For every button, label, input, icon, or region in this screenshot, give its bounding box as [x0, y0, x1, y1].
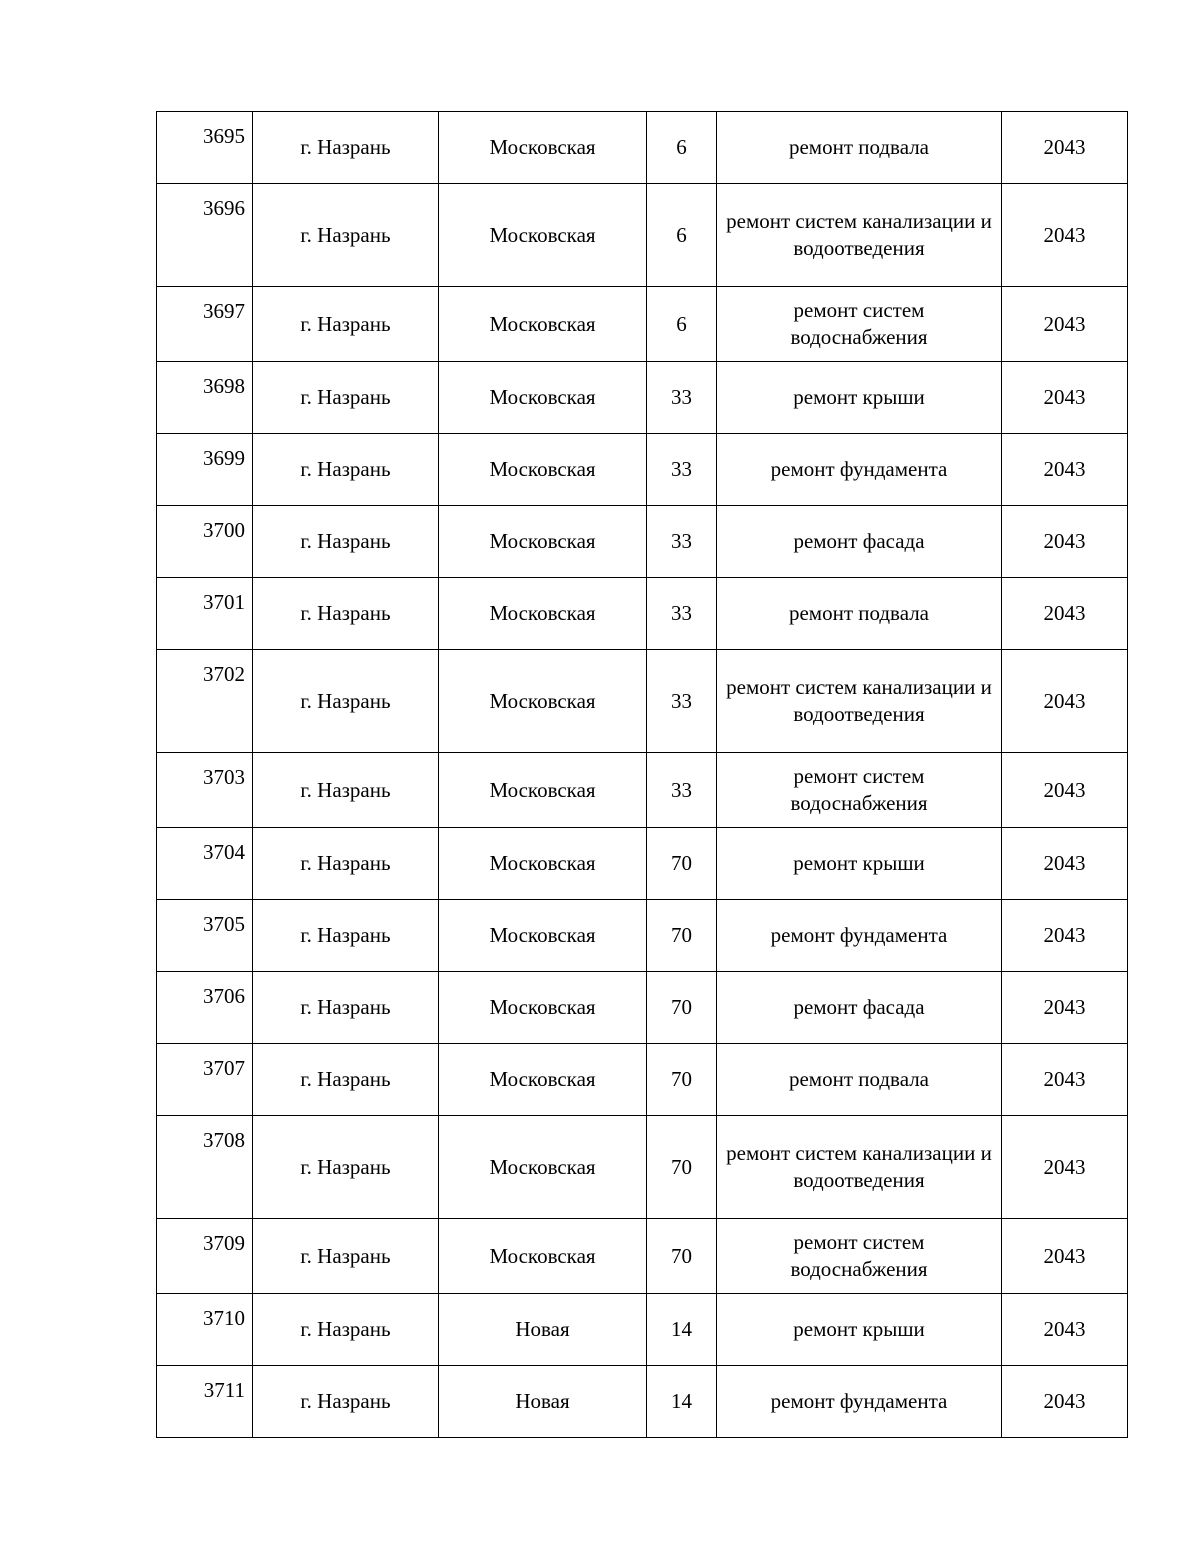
table-row — [157, 1366, 1128, 1438]
street-cell: Московская — [439, 506, 647, 578]
year-cell: 2043 — [1002, 112, 1128, 184]
street-cell: Московская — [439, 112, 647, 184]
table-row — [157, 184, 1128, 287]
street-cell: Московская — [439, 1219, 647, 1294]
work-type-cell: ремонт фасада — [717, 506, 1002, 578]
year-cell: 2043 — [1002, 828, 1128, 900]
city-cell: г. Назрань — [253, 650, 439, 753]
street-cell: Московская — [439, 753, 647, 828]
table-row — [157, 578, 1128, 650]
work-type-cell: ремонт систем водоснабжения — [717, 287, 1002, 362]
table-row — [157, 828, 1128, 900]
year-cell: 2043 — [1002, 578, 1128, 650]
row-number: 3711 — [157, 1366, 253, 1438]
city-cell: г. Назрань — [253, 287, 439, 362]
row-number: 3707 — [157, 1044, 253, 1116]
row-number: 3699 — [157, 434, 253, 506]
year-cell: 2043 — [1002, 1219, 1128, 1294]
work-type-cell: ремонт систем канализации и водоотведения — [717, 184, 1002, 287]
city-cell: г. Назрань — [253, 1219, 439, 1294]
house-number-cell: 33 — [647, 506, 717, 578]
table-row — [157, 1044, 1128, 1116]
house-number-cell: 70 — [647, 1116, 717, 1219]
house-number-cell: 33 — [647, 650, 717, 753]
house-number-cell: 33 — [647, 578, 717, 650]
house-number-cell: 6 — [647, 287, 717, 362]
street-cell: Московская — [439, 828, 647, 900]
work-type-cell: ремонт фундамента — [717, 1366, 1002, 1438]
house-number-cell: 33 — [647, 753, 717, 828]
work-type-cell: ремонт фасада — [717, 972, 1002, 1044]
city-cell: г. Назрань — [253, 112, 439, 184]
row-number: 3701 — [157, 578, 253, 650]
city-cell: г. Назрань — [253, 434, 439, 506]
year-cell: 2043 — [1002, 1044, 1128, 1116]
house-number-cell: 70 — [647, 972, 717, 1044]
street-cell: Московская — [439, 184, 647, 287]
house-number-cell: 70 — [647, 1219, 717, 1294]
row-number: 3696 — [157, 184, 253, 287]
year-cell: 2043 — [1002, 1366, 1128, 1438]
work-type-cell: ремонт подвала — [717, 578, 1002, 650]
work-type-cell: ремонт крыши — [717, 828, 1002, 900]
city-cell: г. Назрань — [253, 578, 439, 650]
house-number-cell: 14 — [647, 1294, 717, 1366]
house-number-cell: 14 — [647, 1366, 717, 1438]
street-cell: Московская — [439, 972, 647, 1044]
city-cell: г. Назрань — [253, 506, 439, 578]
city-cell: г. Назрань — [253, 828, 439, 900]
row-number: 3710 — [157, 1294, 253, 1366]
row-number: 3702 — [157, 650, 253, 753]
year-cell: 2043 — [1002, 287, 1128, 362]
row-number: 3709 — [157, 1219, 253, 1294]
year-cell: 2043 — [1002, 972, 1128, 1044]
street-cell: Московская — [439, 1116, 647, 1219]
house-number-cell: 70 — [647, 900, 717, 972]
house-number-cell: 70 — [647, 1044, 717, 1116]
table-row — [157, 362, 1128, 434]
row-number: 3697 — [157, 287, 253, 362]
table-row — [157, 972, 1128, 1044]
work-type-cell: ремонт систем водоснабжения — [717, 1219, 1002, 1294]
row-number: 3705 — [157, 900, 253, 972]
table-row — [157, 650, 1128, 753]
city-cell: г. Назрань — [253, 1294, 439, 1366]
year-cell: 2043 — [1002, 506, 1128, 578]
table-row — [157, 434, 1128, 506]
street-cell: Московская — [439, 578, 647, 650]
row-number: 3708 — [157, 1116, 253, 1219]
year-cell: 2043 — [1002, 650, 1128, 753]
work-type-cell: ремонт подвала — [717, 1044, 1002, 1116]
work-type-cell: ремонт фундамента — [717, 900, 1002, 972]
table-row — [157, 112, 1128, 184]
table-row — [157, 900, 1128, 972]
house-number-cell: 6 — [647, 112, 717, 184]
year-cell: 2043 — [1002, 900, 1128, 972]
house-number-cell: 33 — [647, 362, 717, 434]
work-type-cell: ремонт фундамента — [717, 434, 1002, 506]
street-cell: Московская — [439, 434, 647, 506]
row-number: 3704 — [157, 828, 253, 900]
year-cell: 2043 — [1002, 1116, 1128, 1219]
table-row — [157, 287, 1128, 362]
street-cell: Новая — [439, 1366, 647, 1438]
city-cell: г. Назрань — [253, 1366, 439, 1438]
house-number-cell: 6 — [647, 184, 717, 287]
year-cell: 2043 — [1002, 434, 1128, 506]
table-row — [157, 1116, 1128, 1219]
repair-schedule-table — [156, 111, 1128, 1438]
table-row — [157, 1294, 1128, 1366]
row-number: 3703 — [157, 753, 253, 828]
year-cell: 2043 — [1002, 184, 1128, 287]
house-number-cell: 70 — [647, 828, 717, 900]
work-type-cell: ремонт подвала — [717, 112, 1002, 184]
city-cell: г. Назрань — [253, 900, 439, 972]
street-cell: Московская — [439, 287, 647, 362]
year-cell: 2043 — [1002, 1294, 1128, 1366]
street-cell: Новая — [439, 1294, 647, 1366]
year-cell: 2043 — [1002, 753, 1128, 828]
street-cell: Московская — [439, 650, 647, 753]
work-type-cell: ремонт систем канализации и водоотведения — [717, 650, 1002, 753]
city-cell: г. Назрань — [253, 184, 439, 287]
work-type-cell: ремонт систем канализации и водоотведения — [717, 1116, 1002, 1219]
city-cell: г. Назрань — [253, 753, 439, 828]
house-number-cell: 33 — [647, 434, 717, 506]
city-cell: г. Назрань — [253, 1116, 439, 1219]
row-number: 3700 — [157, 506, 253, 578]
table-row — [157, 1219, 1128, 1294]
street-cell: Московская — [439, 1044, 647, 1116]
work-type-cell: ремонт крыши — [717, 1294, 1002, 1366]
street-cell: Московская — [439, 900, 647, 972]
street-cell: Московская — [439, 362, 647, 434]
city-cell: г. Назрань — [253, 362, 439, 434]
row-number: 3706 — [157, 972, 253, 1044]
table-row — [157, 753, 1128, 828]
row-number: 3695 — [157, 112, 253, 184]
year-cell: 2043 — [1002, 362, 1128, 434]
table-row — [157, 506, 1128, 578]
work-type-cell: ремонт крыши — [717, 362, 1002, 434]
row-number: 3698 — [157, 362, 253, 434]
work-type-cell: ремонт систем водоснабжения — [717, 753, 1002, 828]
city-cell: г. Назрань — [253, 972, 439, 1044]
city-cell: г. Назрань — [253, 1044, 439, 1116]
